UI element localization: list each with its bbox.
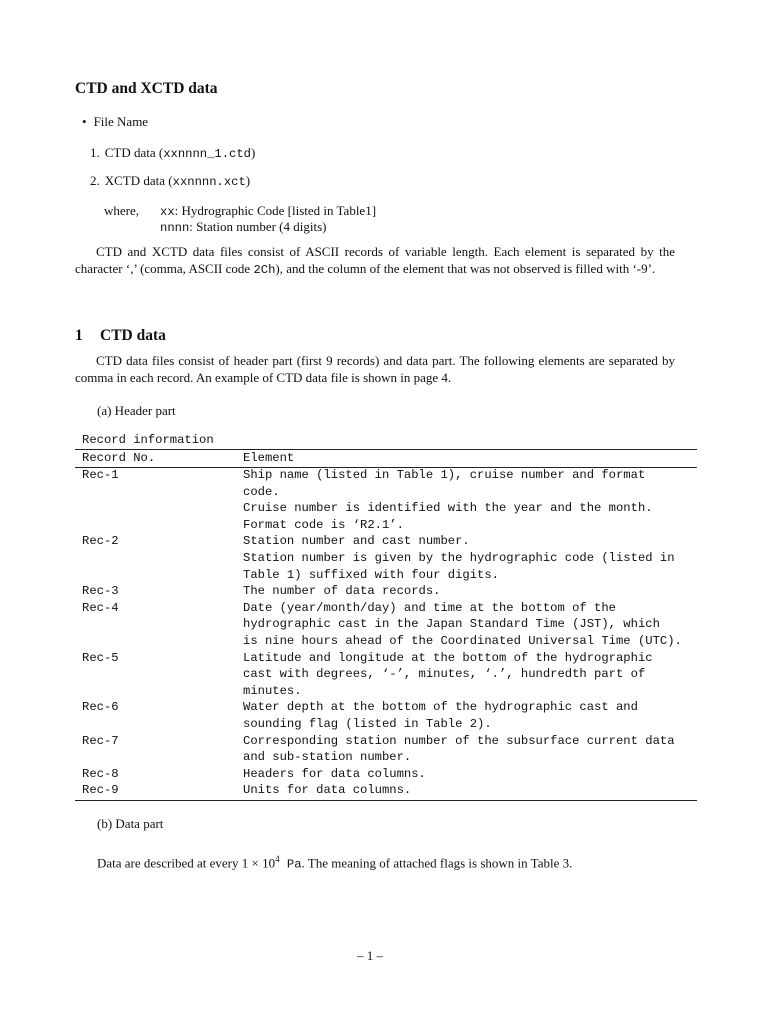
list-close: ) — [245, 173, 251, 188]
record-element-line: Station number is given by the hydrographic code (listed in — [243, 550, 675, 565]
data-sentence-text: Data are described at every — [97, 855, 242, 871]
table-row — [75, 467, 697, 533]
table-body — [75, 467, 697, 799]
column-header: Element — [243, 451, 295, 465]
list-number: 1. — [90, 145, 100, 160]
record-number: Rec-2 — [82, 534, 119, 549]
record-element-line: The number of data records. — [243, 584, 441, 599]
intro-text: ), and the column of the element that was not observed is filled with ‘-9’. — [275, 260, 656, 276]
record-element-line: Cruise number is identified with the year and the month. — [243, 501, 653, 516]
record-number: Rec-1 — [82, 468, 119, 482]
record-element-line: Ship name (listed in Table 1), cruise number and format — [243, 468, 646, 482]
record-element-line: Water depth at the bottom of the hydrographic cast and — [243, 700, 638, 715]
file-list-item — [90, 145, 255, 162]
file-code: xxnnnn_1.ctd — [163, 147, 251, 161]
record-element-line: hydrographic cast in the Japan Standard Time (JST), which — [243, 617, 660, 632]
table-row — [75, 583, 697, 600]
record-element-line: Units for data columns. — [243, 783, 412, 798]
table-bottom-rule — [75, 800, 697, 801]
table-row — [75, 766, 697, 783]
record-element-line: Station number and cast number. — [243, 534, 470, 549]
where-desc: : Hydrographic Code [listed in Table1] — [174, 203, 377, 218]
section-title: CTD and XCTD data — [75, 80, 218, 97]
record-number: Rec-8 — [82, 766, 119, 781]
data-sentence-math: 1 × 10 — [241, 855, 276, 871]
record-element-line: minutes. — [243, 683, 302, 698]
data-sentence — [97, 851, 572, 872]
data-sentence-unit: Pa — [279, 857, 302, 872]
record-table — [75, 432, 697, 449]
record-element-line: Date (year/month/day) and time at the bottom of the — [243, 600, 616, 615]
record-element-line: Headers for data columns. — [243, 766, 426, 781]
record-element-line: Corresponding station number of the subsurface current data — [243, 733, 675, 748]
table-row — [75, 699, 697, 732]
record-number: Rec-3 — [82, 584, 119, 599]
section-number: 1 — [75, 327, 83, 344]
list-text: CTD data ( — [104, 145, 164, 160]
where-label: where, — [104, 203, 140, 218]
table-row — [75, 782, 697, 799]
record-element-line: and sub-station number. — [243, 750, 412, 765]
record-element-line: Format code is ‘R2.1’. — [243, 517, 404, 532]
record-number: Rec-6 — [82, 700, 119, 715]
section-1-heading — [75, 327, 166, 345]
where-item — [160, 219, 326, 236]
section-1-paragraph: CTD data files consist of header part (first 9 records) and data part. The following elements are separated by comma in each record. An example of CTD data file is shown in page 4. — [75, 353, 675, 385]
record-element-line: Table 1) suffixed with four digits. — [243, 567, 499, 582]
list-text: XCTD data ( — [104, 173, 173, 188]
section-title-text: CTD data — [100, 327, 166, 344]
table-row — [75, 533, 697, 583]
record-element-line: cast with degrees, ‘-’, minutes, ‘.’, hundredth part of — [243, 667, 646, 682]
file-name-label: File Name — [93, 114, 149, 129]
where-code: nnnn — [160, 221, 190, 235]
table-caption: Record information — [82, 433, 214, 447]
record-element-line: Latitude and longitude at the bottom of the hydrographic — [243, 650, 653, 665]
table-row — [75, 733, 697, 766]
bullet-icon: • — [82, 114, 87, 129]
list-number: 2. — [90, 173, 100, 188]
table-header-row — [75, 450, 697, 467]
intro-code: 2Ch — [253, 262, 276, 277]
record-number: Rec-5 — [82, 650, 119, 665]
intro-text: CTD and XCTD data files consist of ASCII records of variable length. Each element is separated by the character ‘,’ (comma, ASCII code — [75, 244, 675, 276]
record-number: Rec-7 — [82, 733, 119, 748]
table-row — [75, 600, 697, 650]
where-desc: : Station number (4 digits) — [189, 219, 327, 234]
record-number: Rec-9 — [82, 783, 119, 798]
where-item — [160, 203, 376, 220]
data-part-label: (b) Data part — [97, 816, 164, 831]
intro-paragraph — [75, 244, 675, 278]
where-code: xx — [160, 205, 175, 219]
page-number: – 1 – — [357, 948, 383, 963]
file-name-bullet-item — [82, 114, 148, 130]
record-element-line: sounding flag (listed in Table 2). — [243, 716, 492, 731]
header-part-label: (a) Header part — [97, 403, 176, 418]
data-sentence-exponent: 4 — [275, 854, 280, 864]
record-element-line: code. — [243, 484, 280, 499]
data-sentence-text: . The meaning of attached flags is shown in Table 3. — [301, 855, 573, 871]
list-close: ) — [251, 145, 256, 160]
file-code: xxnnnn.xct — [172, 175, 246, 189]
table-row — [75, 650, 697, 700]
file-list-item — [90, 173, 250, 190]
record-element-line: is nine hours ahead of the Coordinated Universal Time (UTC). — [243, 633, 682, 648]
record-number: Rec-4 — [82, 600, 119, 615]
column-header: Record No. — [82, 451, 156, 465]
